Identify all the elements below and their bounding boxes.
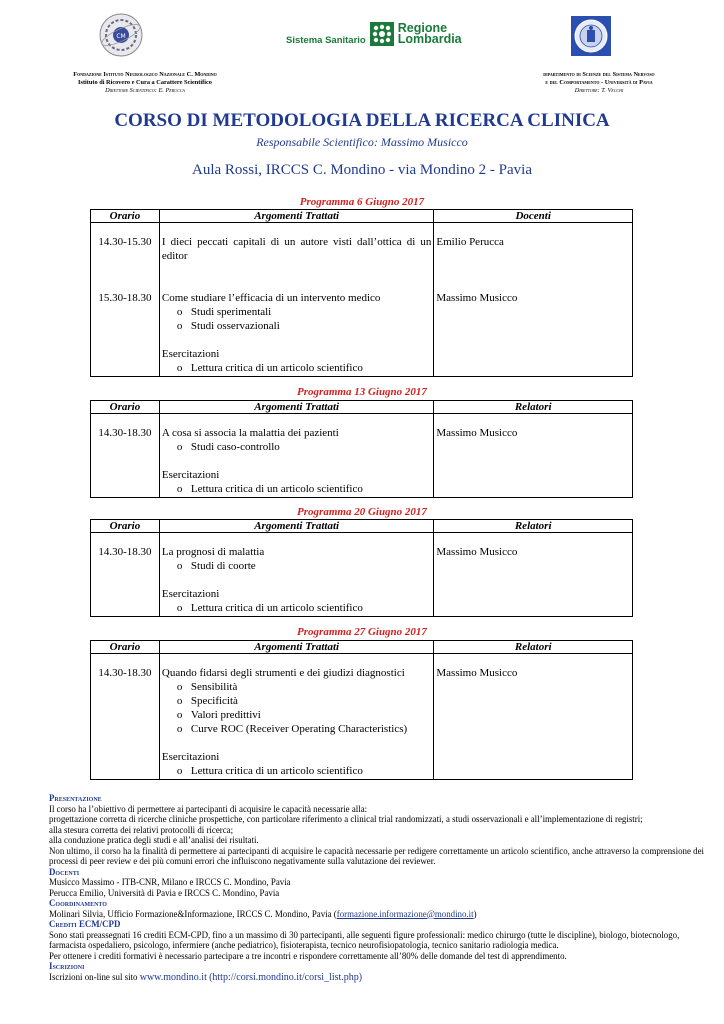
col-orario: Orario xyxy=(91,401,160,414)
table-header-row xyxy=(91,401,633,414)
argomento-text: I dieci peccati capitali di un autore visti dall’ottica di un editor xyxy=(161,236,432,262)
table-header-row xyxy=(91,641,633,654)
col-orario: Orario xyxy=(91,520,160,533)
crediti-heading: Crediti ECM/CPD xyxy=(49,919,121,929)
presentazione-heading: Presentazione xyxy=(49,793,102,803)
regione-lombardia-logo xyxy=(286,20,462,48)
docenti-cell: Emilio Perucca Massimo Musicco xyxy=(434,223,633,377)
institute-director: Direttore Scientifico: E. Perucca xyxy=(105,87,185,94)
institute-header xyxy=(30,71,260,95)
col-argomenti: Argomenti Trattati xyxy=(159,401,433,414)
list-item: o Lettura critica di un articolo scientifico xyxy=(177,361,431,375)
list-item: o Lettura critica di un articolo scientifico xyxy=(177,482,431,496)
esercitazioni-label: Esercitazioni xyxy=(161,348,220,360)
program-table xyxy=(90,209,633,377)
course-info xyxy=(49,793,704,983)
col-relatori: Relatori xyxy=(434,520,633,533)
table-header-row xyxy=(91,520,633,533)
list-item: o Curve ROC (Receiver Operating Characteristics) xyxy=(177,722,432,736)
program-title: Programma 20 Giugno 2017 xyxy=(297,506,427,518)
logo-bar xyxy=(0,0,724,70)
topic-list xyxy=(162,305,431,333)
rosa-camuna-icon xyxy=(370,22,394,46)
iscrizioni-line: Iscrizioni on-line sul sito www.mondino.it (http://corsi.mondino.it/corsi_list.php) xyxy=(49,971,363,983)
docenti-cell: Massimo Musicco xyxy=(434,414,633,498)
docenti-cell: Massimo Musicco xyxy=(434,533,633,617)
regione-text: Regione xyxy=(397,21,448,35)
program-table xyxy=(90,519,633,617)
list-item: o Studi osservazionali xyxy=(177,319,431,333)
lombardia-text: Lombardia xyxy=(397,32,462,46)
crediti-line: Sono stati preassegnati 16 crediti ECM-CPD, fino a un massimo di 30 partecipanti, alle seguenti figure professionali: medico chirurgo (tutte le discipline), biologo, biotecnologo, farmacista ospedaliero, psicologo, infermiere (anche pediatrico), fisioterapista, tecnico neurofisiopatologia, tecnico sanitario radiologia medica. xyxy=(49,929,680,950)
program-table xyxy=(90,640,633,780)
col-orario: Orario xyxy=(91,210,160,223)
table-row xyxy=(91,223,633,377)
argomenti-cell xyxy=(159,414,433,498)
orario-cell: 14.30-18.30 xyxy=(91,654,160,780)
program-title: Programma 27 Giugno 2017 xyxy=(297,626,427,638)
argomento-text: Come studiare l’efficacia di un intervento medico xyxy=(161,292,381,304)
orario-cell: 14.30-15.30 15.30-18.30 xyxy=(91,223,160,377)
list-item: o Specificità xyxy=(177,694,432,708)
department-name: dipartimento di Scienze del Sistema Nervoso xyxy=(543,71,655,78)
table-row xyxy=(91,533,633,617)
table-header-row xyxy=(91,210,633,223)
table-row xyxy=(91,654,633,780)
argomenti-cell xyxy=(159,533,433,617)
col-relatori: Relatori xyxy=(434,401,633,414)
crediti-line: Per ottenere i crediti formativi è necessario partecipare a tre incontri e rispondere correttamente all’80% delle domande del test di apprendimento. xyxy=(49,950,567,961)
department-director: Direttore: T. Vecchi xyxy=(574,87,624,94)
institute-name: Fondazione Istituto Neurologico Nazionale C. Mondino xyxy=(73,71,217,78)
list-item: o Studi di coorte xyxy=(177,559,431,573)
course-title: CORSO DI METODOLOGIA DELLA RICERCA CLINICA xyxy=(114,110,610,131)
esercitazioni-label: Esercitazioni xyxy=(161,469,220,481)
argomenti-cell xyxy=(159,654,434,780)
docente-line: Perucca Emilio, Università di Pavia e IRCCS C. Mondino, Pavia xyxy=(49,887,280,898)
presentazione-line: alla stesura corretta dei relativi protocolli di ricerca; xyxy=(49,824,234,835)
registration-url-link[interactable]: (http://corsi.mondino.it/corsi_list.php) xyxy=(209,971,363,983)
esercitazioni-label: Esercitazioni xyxy=(161,588,220,600)
presentazione-line: Il corso ha l’obiettivo di permettere ai partecipanti di acquisire le capacità necessarie alla: xyxy=(49,803,368,814)
presentazione-line: alla conduzione pratica degli studi e all’analisi dei risultati. xyxy=(49,835,259,845)
email-link[interactable]: formazione.informazione@mondino.it xyxy=(336,908,474,919)
docenti-heading: Docenti xyxy=(49,866,80,877)
col-argomenti: Argomenti Trattati xyxy=(159,210,433,223)
esercitazioni-label: Esercitazioni xyxy=(161,751,220,763)
list-item: o Studi sperimentali xyxy=(177,305,431,319)
argomenti-cell xyxy=(159,223,433,377)
list-item: o Sensibilità xyxy=(177,680,432,694)
list-item: o Lettura critica di un articolo scientifico xyxy=(177,764,432,778)
col-argomenti: Argomenti Trattati xyxy=(159,520,433,533)
table-row xyxy=(91,414,633,498)
list-item: o Lettura critica di un articolo scientifico xyxy=(177,601,431,615)
docenti-cell: Massimo Musicco xyxy=(434,654,633,780)
istituto-mondino-logo xyxy=(98,12,144,58)
sistema-sanitario-text: Sistema Sanitario xyxy=(286,34,366,46)
orario-cell: 14.30-18.30 xyxy=(91,414,160,498)
col-orario: Orario xyxy=(91,641,160,654)
website-link[interactable]: www.mondino.it xyxy=(139,971,207,983)
institute-subtitle: Istituto di Ricovero e Cura a Carattere Scientifico xyxy=(78,79,212,86)
list-item: o Studi caso-controllo xyxy=(177,440,431,454)
orario-cell: 14.30-18.30 xyxy=(91,533,160,617)
universita-pavia-seal xyxy=(571,16,611,56)
coordinamento-line: Molinari Silvia, Ufficio Formazione&Informazione, IRCCS C. Mondino, Pavia (formazione.informazione@mondino.it) xyxy=(49,908,477,919)
coordinamento-heading: Coordinamento xyxy=(49,898,107,908)
col-docenti: Docenti xyxy=(434,210,633,223)
department-subtitle: e del Comportamento - Università di Pavia xyxy=(545,79,653,86)
argomento-text: La prognosi di malattia xyxy=(161,546,265,558)
svg-text:CM: CM xyxy=(116,33,126,40)
col-relatori: Relatori xyxy=(434,641,633,654)
argomento-text: A cosa si associa la malattia dei pazienti xyxy=(161,427,339,439)
program-title: Programma 6 Giugno 2017 xyxy=(299,196,425,208)
program-title: Programma 13 Giugno 2017 xyxy=(297,386,427,398)
course-venue: Aula Rossi, IRCCS C. Mondino - via Mondino 2 - Pavia xyxy=(191,162,532,178)
department-header xyxy=(484,71,714,95)
iscrizioni-heading: Iscrizioni xyxy=(49,961,85,971)
list-item: o Valori predittivi xyxy=(177,708,432,722)
presentazione-line: Non ultimo, il corso ha la finalità di permettere ai partecipanti di acquisire le capacità necessarie per redigere correttamente un articolo scientifico, anche attraverso la comprensione dei processi di peer review e dei più comuni errori che influiscono negativamente sulla valutazione dei reviewer. xyxy=(49,845,704,866)
presentazione-line: progettazione corretta di ricerche cliniche prospettiche, con particolare riferimento a clinical trial randomizzati, a studi osservazionali e all’implementazione di registri; xyxy=(49,814,643,824)
course-responsible: Responsabile Scientifico: Massimo Musicco xyxy=(256,135,468,149)
col-argomenti: Argomenti Trattati xyxy=(159,641,434,654)
program-table xyxy=(90,400,633,498)
argomento-text: Quando fidarsi degli strumenti e dei giudizi diagnostici xyxy=(161,667,405,679)
docente-line: Musicco Massimo - ITB-CNR, Milano e IRCCS C. Mondino, Pavia xyxy=(49,877,291,887)
